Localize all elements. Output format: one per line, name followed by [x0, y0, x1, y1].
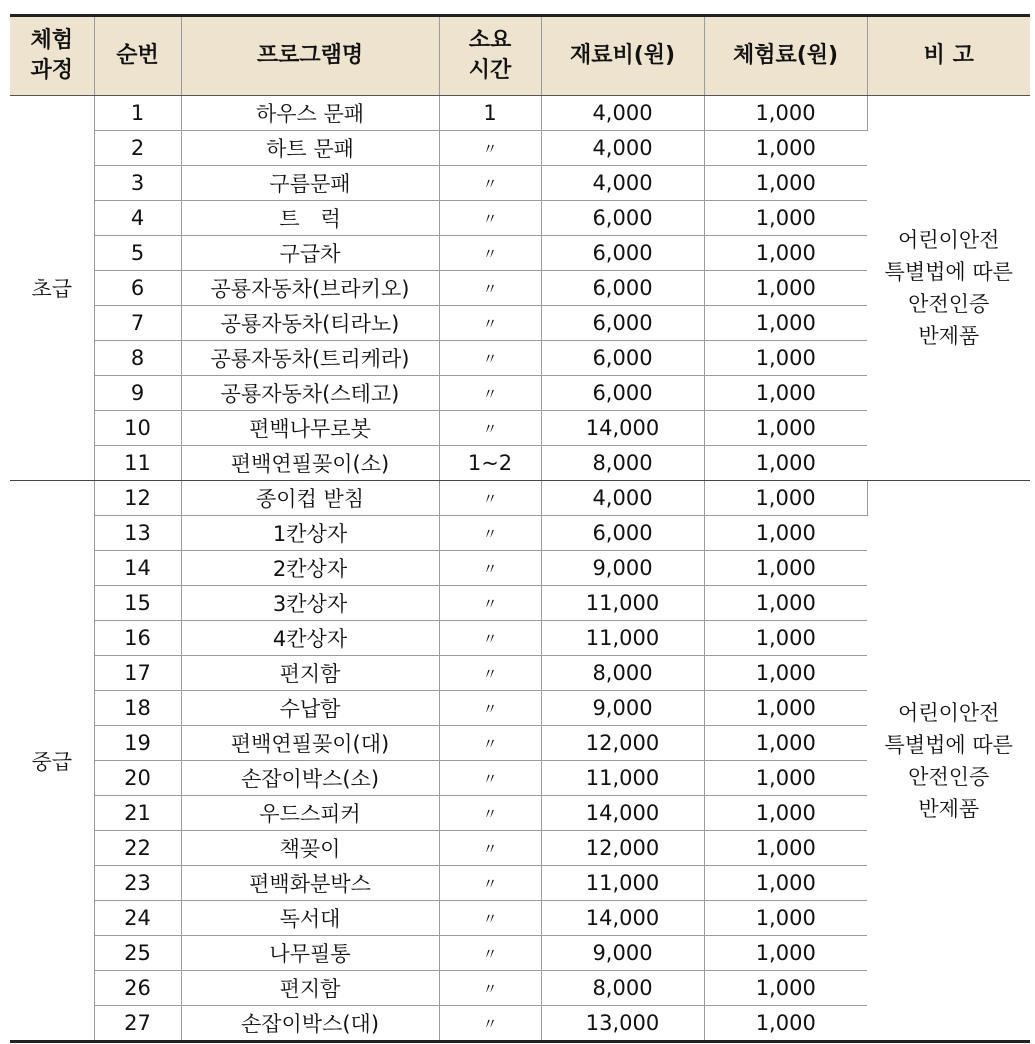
material-cost-cell: 8,000	[541, 971, 704, 1006]
program-name-cell: 편지함	[181, 656, 439, 691]
duration-cell: 1~2	[439, 446, 541, 481]
fee-cell: 1,000	[704, 586, 867, 621]
fee-cell: 1,000	[704, 656, 867, 691]
row-number-cell: 19	[94, 726, 181, 761]
program-name-cell: 구름문패	[181, 166, 439, 201]
material-cost-cell: 6,000	[541, 236, 704, 271]
duration-cell: 〃	[439, 936, 541, 971]
material-cost-cell: 14,000	[541, 901, 704, 936]
duration-cell: 〃	[439, 411, 541, 446]
material-cost-cell: 6,000	[541, 271, 704, 306]
row-number-cell: 16	[94, 621, 181, 656]
table-row	[10, 481, 1030, 516]
fee-cell: 1,000	[704, 341, 867, 376]
header-program: 프로그램명	[181, 16, 439, 96]
row-number-cell: 3	[94, 166, 181, 201]
program-name-cell: 구급차	[181, 236, 439, 271]
duration-cell: 〃	[439, 726, 541, 761]
duration-cell: 〃	[439, 516, 541, 551]
duration-cell: 〃	[439, 1006, 541, 1042]
row-number-cell: 5	[94, 236, 181, 271]
material-cost-cell: 4,000	[541, 96, 704, 131]
material-cost-cell: 11,000	[541, 761, 704, 796]
program-name-cell: 하트 문패	[181, 131, 439, 166]
material-cost-cell: 6,000	[541, 306, 704, 341]
material-cost-cell: 9,000	[541, 551, 704, 586]
fee-cell: 1,000	[704, 866, 867, 901]
row-number-cell: 13	[94, 516, 181, 551]
program-name-cell: 트 럭	[181, 201, 439, 236]
note-cell: 어린이안전 특별법에 따른 안전인증 반제품	[867, 96, 1030, 481]
row-number-cell: 14	[94, 551, 181, 586]
duration-cell: 〃	[439, 131, 541, 166]
fee-cell: 1,000	[704, 691, 867, 726]
program-name-cell: 종이컵 받침	[181, 481, 439, 516]
material-cost-cell: 12,000	[541, 726, 704, 761]
duration-cell: 〃	[439, 831, 541, 866]
duration-cell: 1	[439, 96, 541, 131]
program-name-cell: 3칸상자	[181, 586, 439, 621]
header-row	[10, 16, 1030, 96]
program-name-cell: 1칸상자	[181, 516, 439, 551]
fee-cell: 1,000	[704, 551, 867, 586]
fee-cell: 1,000	[704, 796, 867, 831]
row-number-cell: 1	[94, 96, 181, 131]
header-note: 비 고	[867, 16, 1030, 96]
row-number-cell: 21	[94, 796, 181, 831]
duration-cell: 〃	[439, 236, 541, 271]
row-number-cell: 17	[94, 656, 181, 691]
fee-cell: 1,000	[704, 131, 867, 166]
duration-cell: 〃	[439, 586, 541, 621]
duration-cell: 〃	[439, 656, 541, 691]
program-name-cell: 편지함	[181, 971, 439, 1006]
fee-cell: 1,000	[704, 831, 867, 866]
material-cost-cell: 4,000	[541, 131, 704, 166]
duration-cell: 〃	[439, 796, 541, 831]
program-name-cell: 편백연필꽂이(대)	[181, 726, 439, 761]
material-cost-cell: 6,000	[541, 201, 704, 236]
row-number-cell: 8	[94, 341, 181, 376]
row-number-cell: 24	[94, 901, 181, 936]
duration-cell: 〃	[439, 971, 541, 1006]
program-name-cell: 4칸상자	[181, 621, 439, 656]
duration-cell: 〃	[439, 691, 541, 726]
duration-cell: 〃	[439, 901, 541, 936]
duration-cell: 〃	[439, 166, 541, 201]
fee-cell: 1,000	[704, 901, 867, 936]
program-name-cell: 공룡자동차(스테고)	[181, 376, 439, 411]
fee-cell: 1,000	[704, 1006, 867, 1042]
program-name-cell: 손잡이박스(소)	[181, 761, 439, 796]
row-number-cell: 2	[94, 131, 181, 166]
program-name-cell: 수납함	[181, 691, 439, 726]
row-number-cell: 20	[94, 761, 181, 796]
duration-cell: 〃	[439, 201, 541, 236]
program-name-cell: 손잡이박스(대)	[181, 1006, 439, 1042]
program-name-cell: 편백연필꽂이(소)	[181, 446, 439, 481]
fee-cell: 1,000	[704, 936, 867, 971]
row-number-cell: 27	[94, 1006, 181, 1042]
program-name-cell: 하우스 문패	[181, 96, 439, 131]
material-cost-cell: 6,000	[541, 341, 704, 376]
material-cost-cell: 9,000	[541, 936, 704, 971]
duration-cell: 〃	[439, 551, 541, 586]
row-number-cell: 23	[94, 866, 181, 901]
duration-cell: 〃	[439, 481, 541, 516]
duration-cell: 〃	[439, 306, 541, 341]
material-cost-cell: 11,000	[541, 866, 704, 901]
material-cost-cell: 6,000	[541, 516, 704, 551]
program-name-cell: 공룡자동차(티라노)	[181, 306, 439, 341]
row-number-cell: 15	[94, 586, 181, 621]
row-number-cell: 7	[94, 306, 181, 341]
program-name-cell: 편백나무로봇	[181, 411, 439, 446]
program-name-cell: 나무필통	[181, 936, 439, 971]
row-number-cell: 25	[94, 936, 181, 971]
header-material: 재료비(원)	[541, 16, 704, 96]
material-cost-cell: 11,000	[541, 621, 704, 656]
fee-cell: 1,000	[704, 446, 867, 481]
program-fee-table	[10, 14, 1030, 1043]
row-number-cell: 12	[94, 481, 181, 516]
course-cell: 초급	[10, 96, 94, 481]
material-cost-cell: 14,000	[541, 411, 704, 446]
row-number-cell: 10	[94, 411, 181, 446]
material-cost-cell: 14,000	[541, 796, 704, 831]
row-number-cell: 6	[94, 271, 181, 306]
program-name-cell: 편백화분박스	[181, 866, 439, 901]
course-cell: 중급	[10, 481, 94, 1042]
fee-cell: 1,000	[704, 166, 867, 201]
duration-cell: 〃	[439, 761, 541, 796]
material-cost-cell: 4,000	[541, 166, 704, 201]
fee-cell: 1,000	[704, 481, 867, 516]
program-name-cell: 공룡자동차(트리케라)	[181, 341, 439, 376]
duration-cell: 〃	[439, 621, 541, 656]
header-time: 소요 시간	[439, 16, 541, 96]
duration-cell: 〃	[439, 341, 541, 376]
header-fee: 체험료(원)	[704, 16, 867, 96]
material-cost-cell: 9,000	[541, 691, 704, 726]
table-body	[10, 96, 1030, 1042]
fee-cell: 1,000	[704, 236, 867, 271]
fee-cell: 1,000	[704, 621, 867, 656]
program-name-cell: 책꽂이	[181, 831, 439, 866]
fee-cell: 1,000	[704, 376, 867, 411]
duration-cell: 〃	[439, 376, 541, 411]
table-row	[10, 96, 1030, 131]
row-number-cell: 9	[94, 376, 181, 411]
program-name-cell: 2칸상자	[181, 551, 439, 586]
material-cost-cell: 6,000	[541, 376, 704, 411]
material-cost-cell: 8,000	[541, 656, 704, 691]
header-no: 순번	[94, 16, 181, 96]
program-name-cell: 우드스피커	[181, 796, 439, 831]
duration-cell: 〃	[439, 271, 541, 306]
material-cost-cell: 11,000	[541, 586, 704, 621]
material-cost-cell: 8,000	[541, 446, 704, 481]
note-cell: 어린이안전 특별법에 따른 안전인증 반제품	[867, 481, 1030, 1042]
program-name-cell: 독서대	[181, 901, 439, 936]
row-number-cell: 18	[94, 691, 181, 726]
header-course: 체험 과정	[10, 16, 94, 96]
fee-cell: 1,000	[704, 411, 867, 446]
fee-cell: 1,000	[704, 761, 867, 796]
material-cost-cell: 4,000	[541, 481, 704, 516]
program-name-cell: 공룡자동차(브라키오)	[181, 271, 439, 306]
fee-cell: 1,000	[704, 516, 867, 551]
fee-cell: 1,000	[704, 201, 867, 236]
row-number-cell: 26	[94, 971, 181, 1006]
fee-cell: 1,000	[704, 96, 867, 131]
fee-cell: 1,000	[704, 271, 867, 306]
duration-cell: 〃	[439, 866, 541, 901]
row-number-cell: 22	[94, 831, 181, 866]
fee-cell: 1,000	[704, 306, 867, 341]
fee-cell: 1,000	[704, 971, 867, 1006]
material-cost-cell: 13,000	[541, 1006, 704, 1042]
row-number-cell: 11	[94, 446, 181, 481]
row-number-cell: 4	[94, 201, 181, 236]
fee-cell: 1,000	[704, 726, 867, 761]
material-cost-cell: 12,000	[541, 831, 704, 866]
